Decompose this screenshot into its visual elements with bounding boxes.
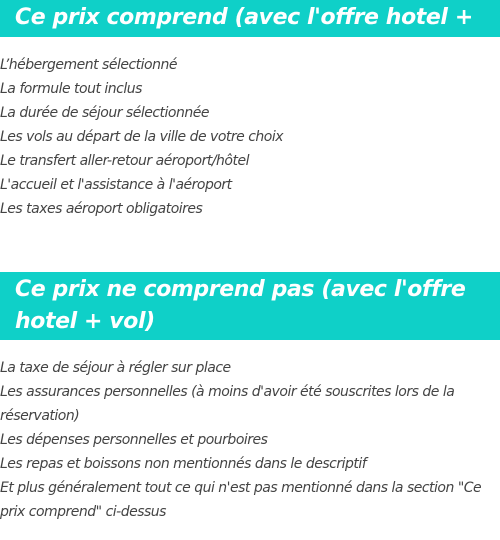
list-item: La taxe de séjour à régler sur place (0, 360, 231, 376)
list-item: Les assurances personnelles (à moins d'avoir été souscrites lors de la réservation) (0, 384, 455, 424)
list-item: La durée de séjour sélectionnée (0, 105, 209, 121)
excluded-section-title: Ce prix ne comprend pas (avec l'offre hotel + vol) (0, 272, 500, 340)
list-item: La formule tout inclus (0, 81, 142, 97)
list-item: Les dépenses personnelles et pourboires (0, 432, 268, 448)
included-section-title: Ce prix comprend (avec l'offre hotel + vol) (0, 0, 500, 37)
list-item: Les repas et boissons non mentionnés dans le descriptif (0, 456, 367, 472)
list-item: Le transfert aller-retour aéroport/hôtel (0, 153, 249, 169)
excluded-items-list (0, 356, 492, 524)
list-item: L'accueil et l'assistance à l'aéroport (0, 177, 232, 193)
included-items-list (0, 53, 492, 221)
list-item: Les vols au départ de la ville de votre choix (0, 129, 284, 145)
list-item: L’hébergement sélectionné (0, 57, 177, 73)
list-item: Et plus généralement tout ce qui n'est pas mentionné dans la section "Ce prix comprend" ci-dessus (0, 480, 482, 520)
list-item: Les taxes aéroport obligatoires (0, 201, 203, 217)
